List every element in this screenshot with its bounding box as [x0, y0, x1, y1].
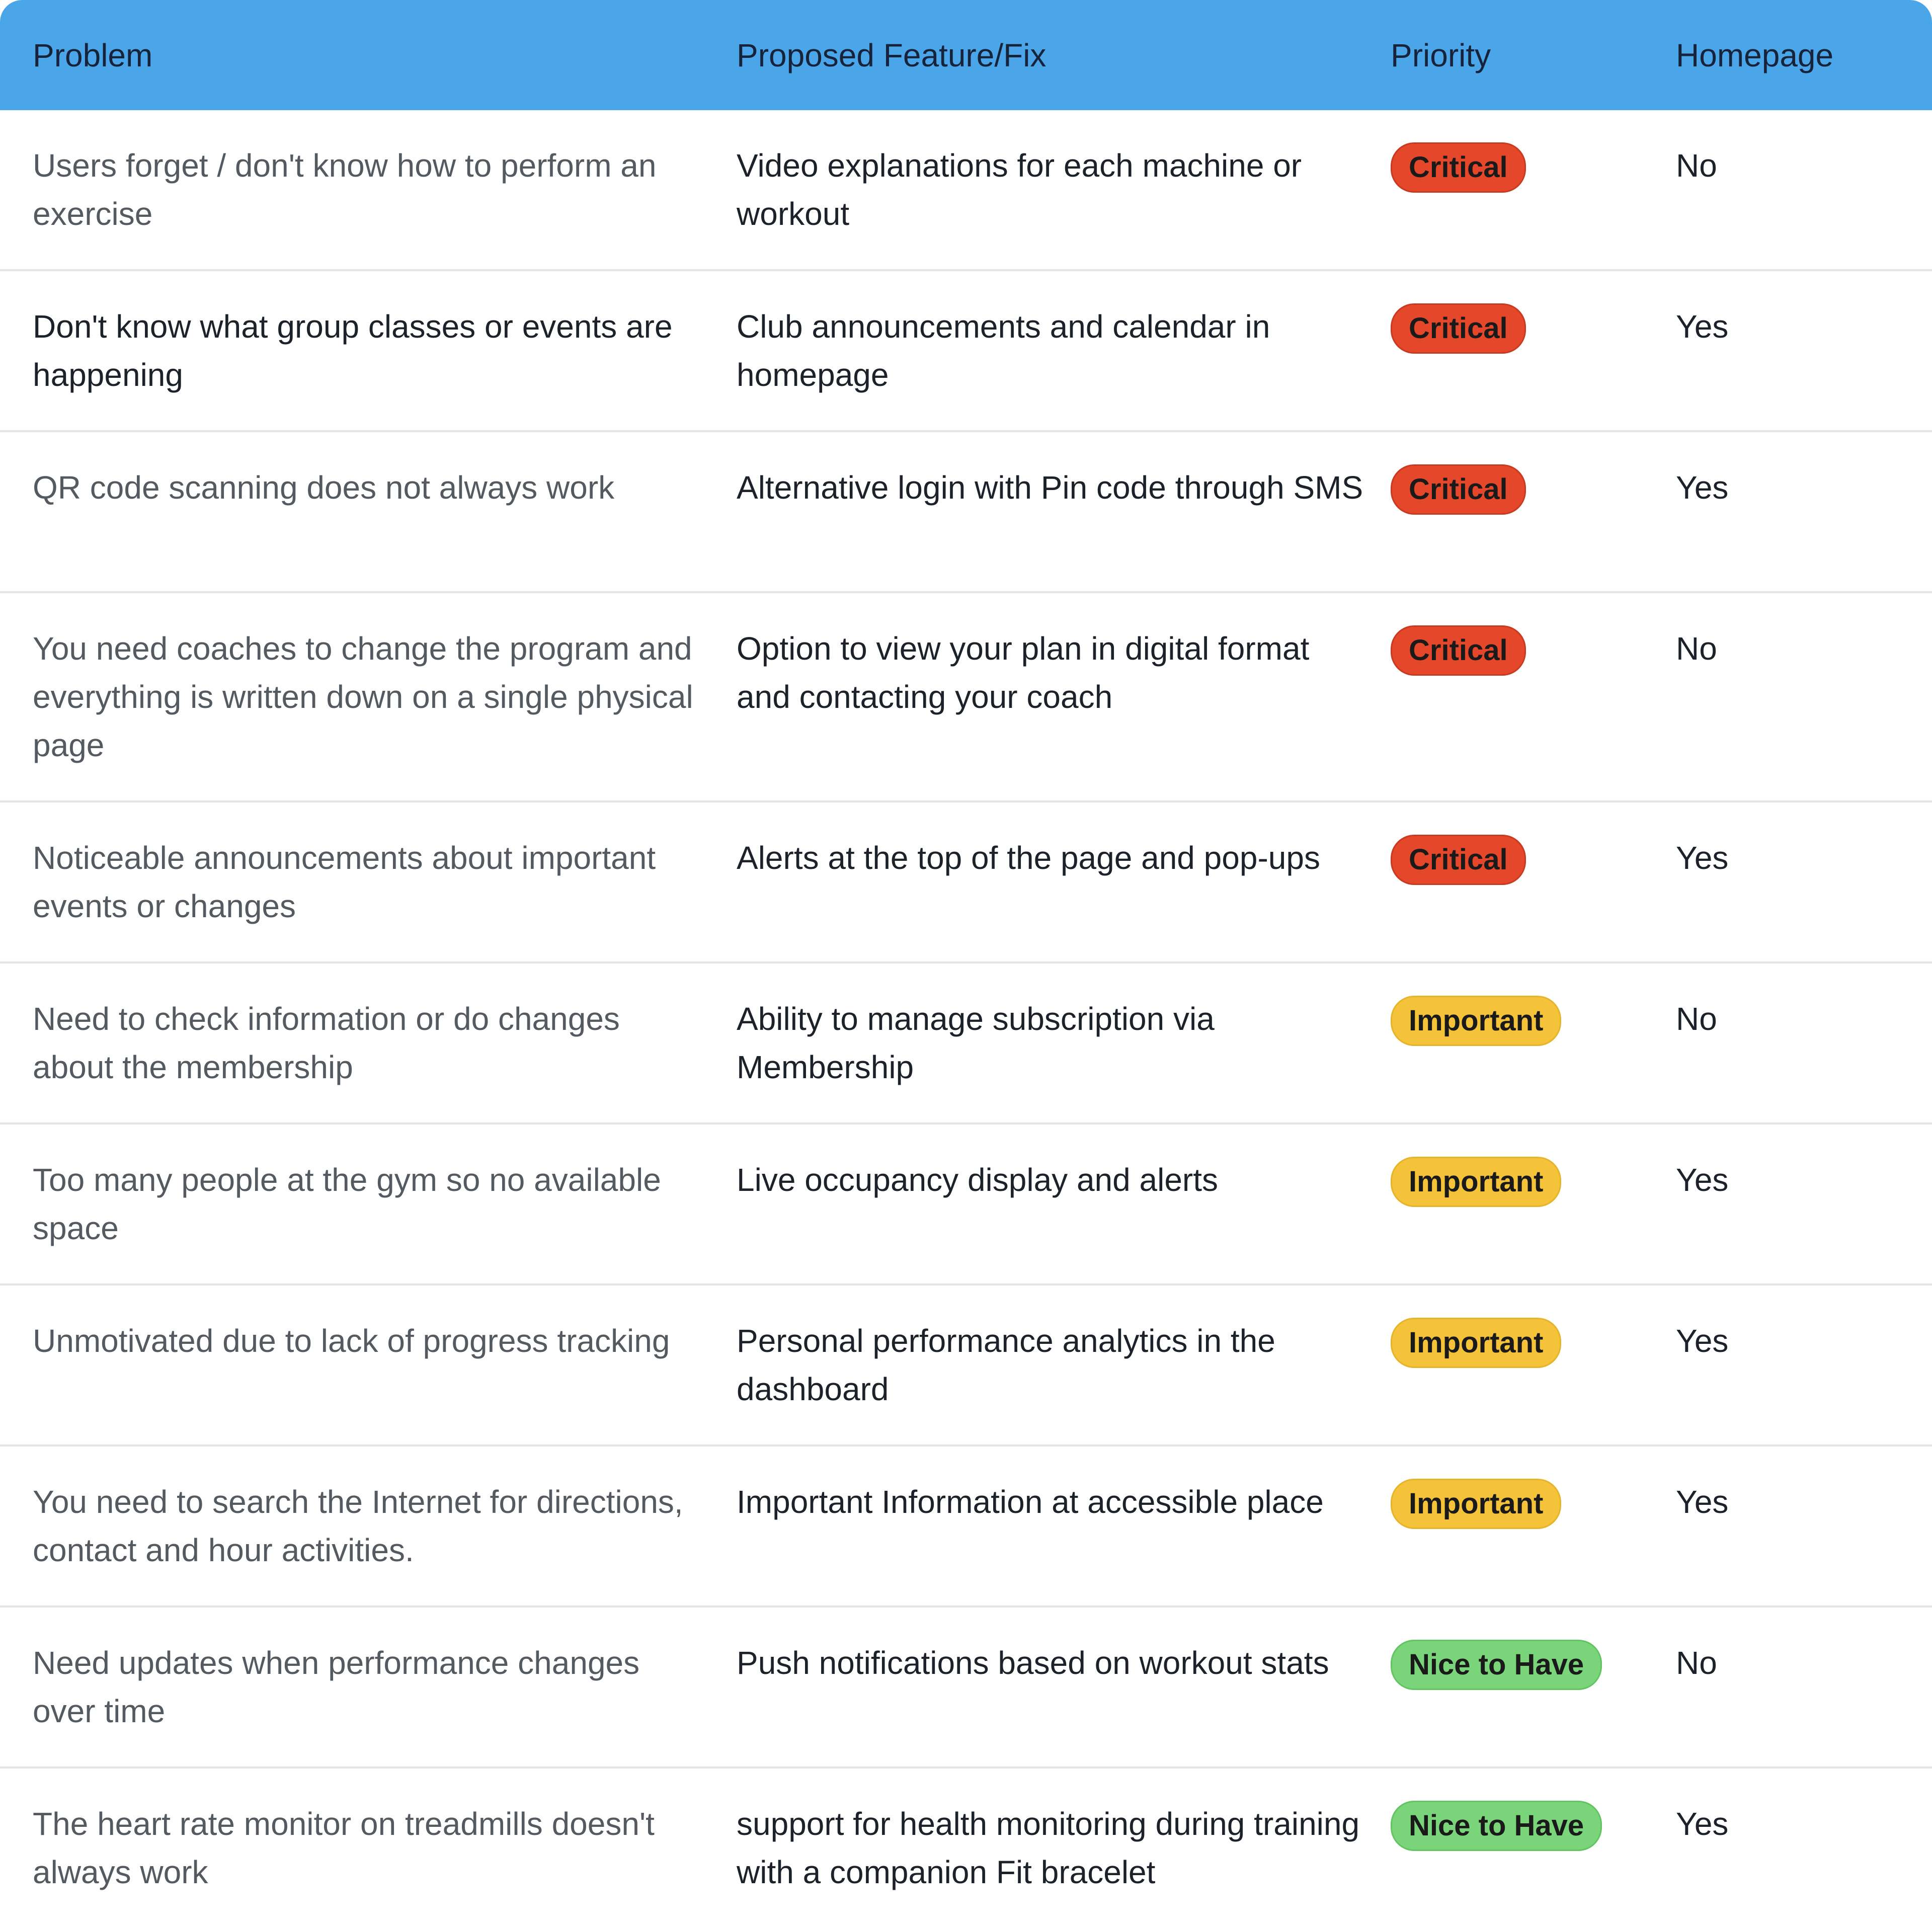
- header-problem: Problem: [33, 37, 153, 73]
- problem-cell: Users forget / don't know how to perform an exercise: [33, 147, 657, 232]
- homepage-cell: Yes: [1676, 1162, 1729, 1198]
- homepage-cell: Yes: [1676, 1484, 1729, 1520]
- homepage-cell: Yes: [1676, 308, 1729, 345]
- homepage-cell: No: [1676, 147, 1717, 184]
- fix-cell: Alerts at the top of the page and pop-ups: [737, 840, 1320, 876]
- problem-cell: Need updates when performance changes over time: [33, 1645, 640, 1729]
- priority-badge: Critical: [1391, 303, 1526, 354]
- homepage-cell: Yes: [1676, 840, 1729, 876]
- problem-cell: You need coaches to change the program and everything is written down on a single physical page: [33, 630, 693, 763]
- table-row: [0, 1607, 1932, 1768]
- fix-cell: Option to view your plan in digital format and contacting your coach: [737, 630, 1310, 715]
- table-row: [0, 1124, 1932, 1285]
- problem-cell: The heart rate monitor on treadmills doesn't always work: [33, 1806, 655, 1890]
- table-row: [0, 593, 1932, 802]
- homepage-cell: No: [1676, 1645, 1717, 1681]
- fix-cell: Ability to manage subscription via Membership: [737, 1001, 1215, 1085]
- table-row: [0, 1768, 1932, 1924]
- fix-cell: Personal performance analytics in the dashboard: [737, 1323, 1275, 1407]
- priority-badge: Important: [1391, 1479, 1561, 1529]
- fix-cell: Alternative login with Pin code through SMS: [737, 469, 1363, 506]
- priority-badge: Important: [1391, 1318, 1561, 1368]
- fix-cell: Push notifications based on workout stats: [737, 1645, 1329, 1681]
- priority-badge: Nice to Have: [1391, 1801, 1602, 1851]
- priority-badge: Nice to Have: [1391, 1640, 1602, 1690]
- table-row: [0, 432, 1932, 593]
- priority-badge: Critical: [1391, 835, 1526, 885]
- header-homepage: Homepage: [1676, 37, 1834, 73]
- priority-badge: Critical: [1391, 464, 1526, 515]
- table-row: [0, 110, 1932, 271]
- table-row: [0, 1446, 1932, 1607]
- priority-badge: Critical: [1391, 625, 1526, 676]
- homepage-cell: No: [1676, 630, 1717, 667]
- problem-cell: Need to check information or do changes about the membership: [33, 1001, 620, 1085]
- problem-cell: QR code scanning does not always work: [33, 469, 615, 506]
- priority-badge: Important: [1391, 996, 1561, 1046]
- homepage-cell: No: [1676, 1001, 1717, 1037]
- homepage-cell: Yes: [1676, 1806, 1729, 1842]
- problem-cell: Unmotivated due to lack of progress tracking: [33, 1323, 670, 1359]
- fix-cell: Live occupancy display and alerts: [737, 1162, 1218, 1198]
- fix-cell: Video explanations for each machine or workout: [737, 147, 1302, 232]
- table-header: [0, 0, 1932, 110]
- header-fix: Proposed Feature/Fix: [737, 37, 1046, 73]
- problem-cell: Noticeable announcements about important events or changes: [33, 840, 656, 924]
- table-row: [0, 963, 1932, 1124]
- table-row: [0, 271, 1932, 432]
- fix-cell: Club announcements and calendar in homepage: [737, 308, 1270, 393]
- problem-cell: Too many people at the gym so no available space: [33, 1162, 661, 1246]
- header-priority: Priority: [1391, 37, 1491, 73]
- priority-badge: Important: [1391, 1157, 1561, 1207]
- fix-cell: Important Information at accessible place: [737, 1484, 1324, 1520]
- table-row: [0, 1285, 1932, 1446]
- homepage-cell: Yes: [1676, 1323, 1729, 1359]
- priority-badge: Critical: [1391, 142, 1526, 193]
- homepage-cell: Yes: [1676, 469, 1729, 506]
- problem-cell: Don't know what group classes or events are happening: [33, 308, 673, 393]
- problem-cell: You need to search the Internet for directions, contact and hour activities.: [33, 1484, 683, 1568]
- table-row: [0, 802, 1932, 963]
- fix-cell: support for health monitoring during training with a companion Fit bracelet: [737, 1806, 1360, 1890]
